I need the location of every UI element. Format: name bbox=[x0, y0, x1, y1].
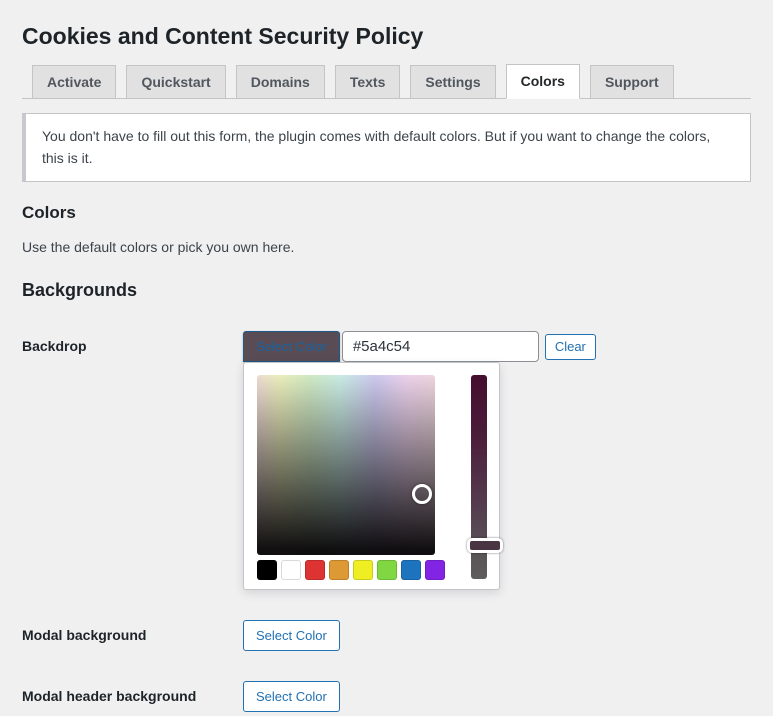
modal-background-label: Modal background bbox=[22, 627, 147, 644]
backdrop-select-color-button[interactable]: Select Color bbox=[243, 331, 340, 362]
modal-header-select-color-button[interactable]: Select Color bbox=[243, 681, 340, 712]
backdrop-clear-button[interactable]: Clear bbox=[545, 334, 596, 360]
palette-swatch-orange[interactable] bbox=[329, 560, 349, 580]
backdrop-row bbox=[22, 331, 751, 590]
settings-page bbox=[22, 23, 751, 712]
tab-quickstart[interactable]: Quickstart bbox=[126, 65, 225, 98]
palette-swatch-blue[interactable] bbox=[401, 560, 421, 580]
palette-swatch-green[interactable] bbox=[377, 560, 397, 580]
modal-header-background-row bbox=[22, 681, 751, 712]
page-title: Cookies and Content Security Policy bbox=[22, 23, 424, 49]
modal-header-background-label: Modal header background bbox=[22, 688, 197, 705]
backdrop-label: Backdrop bbox=[22, 338, 87, 355]
info-notice-text: You don't have to fill out this form, the plugin comes with default colors. But if you want to change the colors, this is it. bbox=[42, 128, 711, 166]
saturation-lightness-square[interactable] bbox=[257, 375, 435, 555]
color-square-handle[interactable] bbox=[412, 484, 432, 504]
tab-texts[interactable]: Texts bbox=[335, 65, 401, 98]
backgrounds-heading: Backgrounds bbox=[22, 280, 138, 301]
color-picker-panel bbox=[243, 362, 500, 590]
palette-swatch-white[interactable] bbox=[281, 560, 301, 580]
shade-slider[interactable] bbox=[471, 375, 487, 579]
palette-swatch-purple[interactable] bbox=[425, 560, 445, 580]
colors-heading: Colors bbox=[22, 203, 76, 223]
info-notice bbox=[22, 113, 751, 182]
modal-background-select-color-button[interactable]: Select Color bbox=[243, 620, 340, 651]
palette-swatch-black[interactable] bbox=[257, 560, 277, 580]
colors-description: Use the default colors or pick you own here. bbox=[22, 239, 295, 256]
palette-swatch-yellow[interactable] bbox=[353, 560, 373, 580]
backdrop-color-input[interactable] bbox=[342, 331, 539, 362]
modal-background-row bbox=[22, 620, 751, 651]
shade-slider-handle[interactable] bbox=[467, 538, 503, 553]
palette-row bbox=[257, 560, 445, 580]
tab-colors[interactable]: Colors bbox=[506, 64, 580, 99]
tab-settings[interactable]: Settings bbox=[410, 65, 495, 98]
palette-swatch-red[interactable] bbox=[305, 560, 325, 580]
tab-support[interactable]: Support bbox=[590, 65, 674, 98]
tab-domains[interactable]: Domains bbox=[236, 65, 325, 98]
tab-activate[interactable]: Activate bbox=[32, 65, 116, 98]
tab-bar bbox=[22, 64, 751, 99]
